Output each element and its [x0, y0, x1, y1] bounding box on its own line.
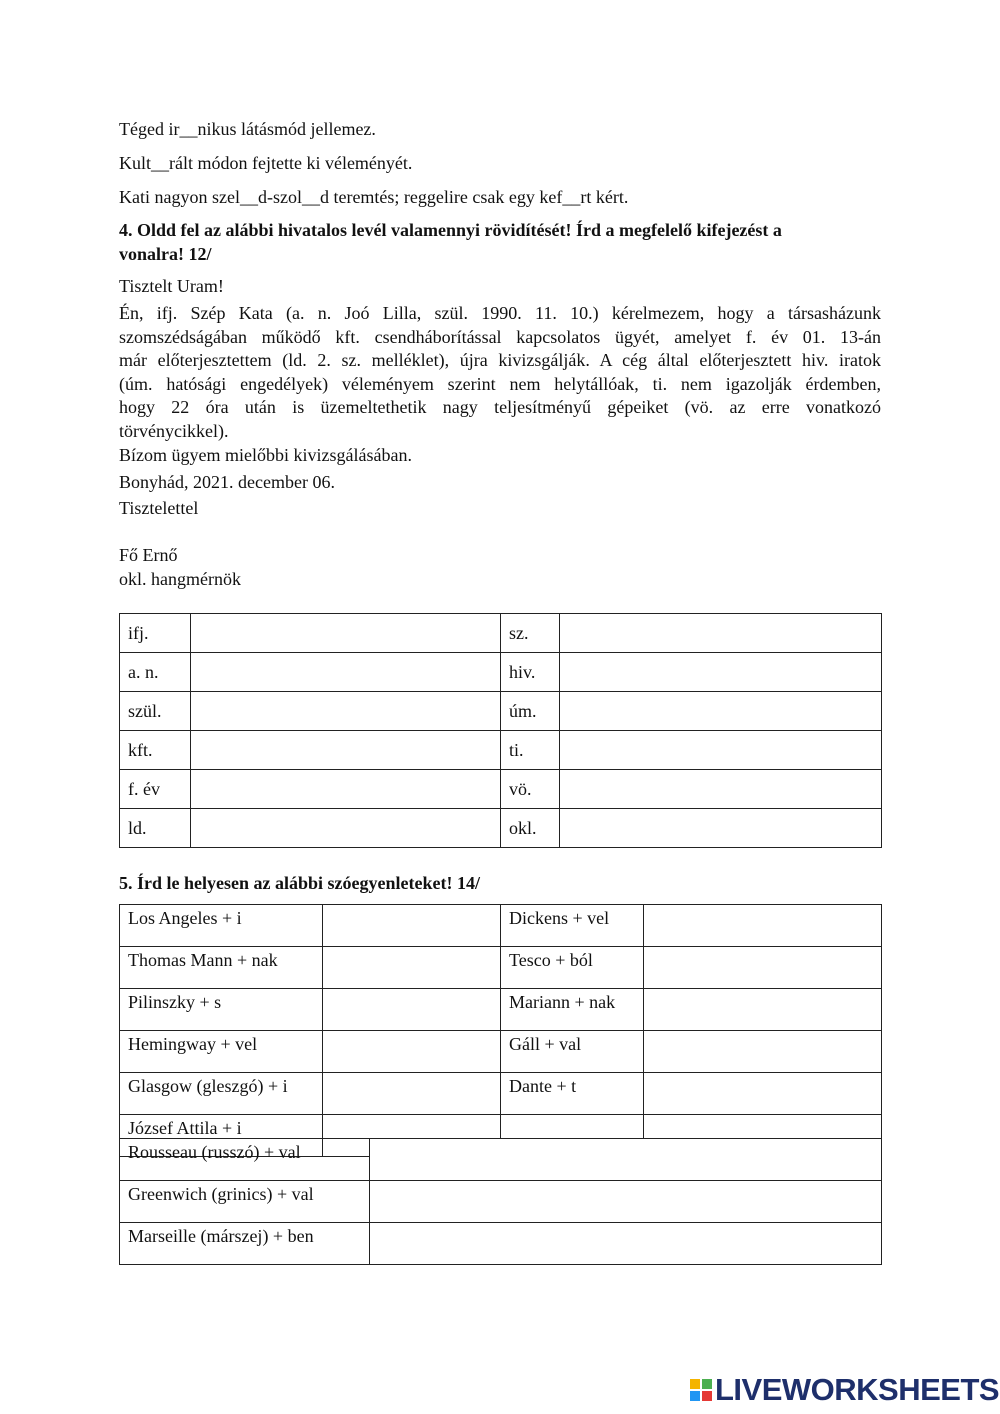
letter-body-line: törvénycikkel). — [119, 420, 229, 441]
answer-field[interactable] — [644, 989, 882, 1031]
answer-field[interactable] — [323, 989, 501, 1031]
table-row — [120, 947, 882, 989]
equation-label: Gáll + val — [501, 1031, 644, 1073]
abbr-label: hiv. — [501, 653, 560, 692]
equation-label: Dickens + vel — [501, 905, 644, 947]
answer-field[interactable] — [191, 653, 501, 692]
table-row — [120, 1073, 882, 1115]
letter-closing: Bízom ügyem mielőbbi kivizsgálásában. — [119, 445, 412, 465]
answer-field[interactable] — [191, 614, 501, 653]
liveworksheets-logo — [690, 1372, 999, 1408]
answer-field[interactable] — [370, 1181, 882, 1223]
answer-field[interactable] — [644, 1031, 882, 1073]
answer-field[interactable] — [191, 770, 501, 809]
answer-field[interactable] — [370, 1223, 882, 1265]
table-row — [120, 731, 882, 770]
answer-field[interactable] — [560, 653, 882, 692]
equation-label: Los Angeles + i — [120, 905, 323, 947]
answer-field[interactable] — [370, 1139, 882, 1181]
equation-label: Thomas Mann + nak — [120, 947, 323, 989]
letter-body-line: szomszédságában működő kft. csendháborítással kapcsolatos ügyét, amelyet f. év 01. 13-án — [119, 326, 881, 347]
table-row — [120, 692, 882, 731]
answer-field[interactable] — [644, 947, 882, 989]
signature-title: okl. hangmérnök — [119, 569, 241, 589]
answer-field[interactable] — [560, 809, 882, 848]
logo-mark-icon — [690, 1379, 712, 1401]
table-row — [120, 1031, 882, 1073]
letter-salutation: Tisztelt Uram! — [119, 276, 224, 296]
equation-label: Rousseau (russzó) + val — [120, 1139, 370, 1181]
answer-field[interactable] — [191, 809, 501, 848]
word-equation-wide-table — [119, 1138, 882, 1265]
abbr-label: okl. — [501, 809, 560, 848]
abbr-label: f. év — [120, 770, 191, 809]
table-row — [120, 614, 882, 653]
answer-field[interactable] — [191, 731, 501, 770]
abbr-label: úm. — [501, 692, 560, 731]
equation-label: Mariann + nak — [501, 989, 644, 1031]
letter-body-line: Én, ifj. Szép Kata (a. n. Joó Lilla, szül. 1990. 11. 10.) kérelmezem, hogy a társasházunk — [119, 303, 881, 323]
abbr-label: sz. — [501, 614, 560, 653]
abbr-label: ld. — [120, 809, 191, 848]
abbr-label: vö. — [501, 770, 560, 809]
exercise3-line-2: Kult__rált módon fejtette ki véleményét. — [119, 153, 413, 173]
answer-field[interactable] — [560, 614, 882, 653]
table-row — [120, 1223, 882, 1265]
equation-label: Glasgow (gleszgó) + i — [120, 1073, 323, 1115]
answer-field[interactable] — [560, 692, 882, 731]
answer-field[interactable] — [323, 1031, 501, 1073]
equation-label: Tesco + ból — [501, 947, 644, 989]
equation-label: József Attila + i — [120, 1115, 323, 1157]
answer-field[interactable] — [644, 1073, 882, 1115]
logo-text: LIVEWORKSHEETS — [715, 1372, 1000, 1407]
equation-label: Greenwich (grinics) + val — [120, 1181, 370, 1223]
answer-field[interactable] — [191, 692, 501, 731]
table-row — [120, 653, 882, 692]
abbr-label: ifj. — [120, 614, 191, 653]
equation-label: Pilinszky + s — [120, 989, 323, 1031]
exercise3-line-3: Kati nagyon szel__d-szol__d teremtés; reggelire csak egy kef__rt kért. — [119, 187, 629, 207]
answer-field[interactable] — [323, 905, 501, 947]
table-row — [120, 1139, 882, 1181]
exercise5-title: 5. Írd le helyesen az alábbi szóegyenleteket! 14/ — [119, 873, 480, 893]
abbreviation-table — [119, 613, 882, 848]
table-row — [120, 809, 882, 848]
answer-field[interactable] — [644, 905, 882, 947]
answer-field[interactable] — [323, 947, 501, 989]
exercise4-title-line-2: vonalra! 12/ — [119, 244, 212, 264]
exercise3-line-1: Téged ir__nikus látásmód jellemez. — [119, 119, 376, 139]
answer-field[interactable] — [323, 1073, 501, 1115]
abbr-label: ti. — [501, 731, 560, 770]
letter-regards: Tisztelettel — [119, 498, 199, 518]
answer-field[interactable] — [560, 731, 882, 770]
table-row — [120, 770, 882, 809]
table-row — [120, 989, 882, 1031]
abbr-label: a. n. — [120, 653, 191, 692]
signature-name: Fő Ernő — [119, 545, 178, 565]
word-equation-table — [119, 904, 882, 1157]
letter-body-line: már előterjesztettem (ld. 2. sz. melléklet), újra kivizsgálják. A cég által előterjesztett hiv. iratok — [119, 350, 881, 370]
equation-label: Dante + t — [501, 1073, 644, 1115]
table-row — [120, 1181, 882, 1223]
letter-body-line: hogy 22 óra után is üzemeltethetik nagy teljesítményű gépeiket (vö. az erre vonatkozó — [119, 397, 881, 417]
equation-label: Hemingway + vel — [120, 1031, 323, 1073]
abbr-label: kft. — [120, 731, 191, 770]
exercise4-title-line-1: 4. Oldd fel az alábbi hivatalos levél valamennyi rövidítését! Írd a megfelelő kifejezést a — [119, 220, 782, 240]
equation-label: Marseille (márszej) + ben — [120, 1223, 370, 1265]
answer-field[interactable] — [560, 770, 882, 809]
abbr-label: szül. — [120, 692, 191, 731]
table-row — [120, 905, 882, 947]
letter-body-line: (úm. hatósági engedélyek) véleményem szerint nem helytállóak, ti. nem igazolják érdemben, — [119, 373, 881, 394]
letter-body — [119, 302, 881, 443]
letter-place-date: Bonyhád, 2021. december 06. — [119, 472, 335, 492]
